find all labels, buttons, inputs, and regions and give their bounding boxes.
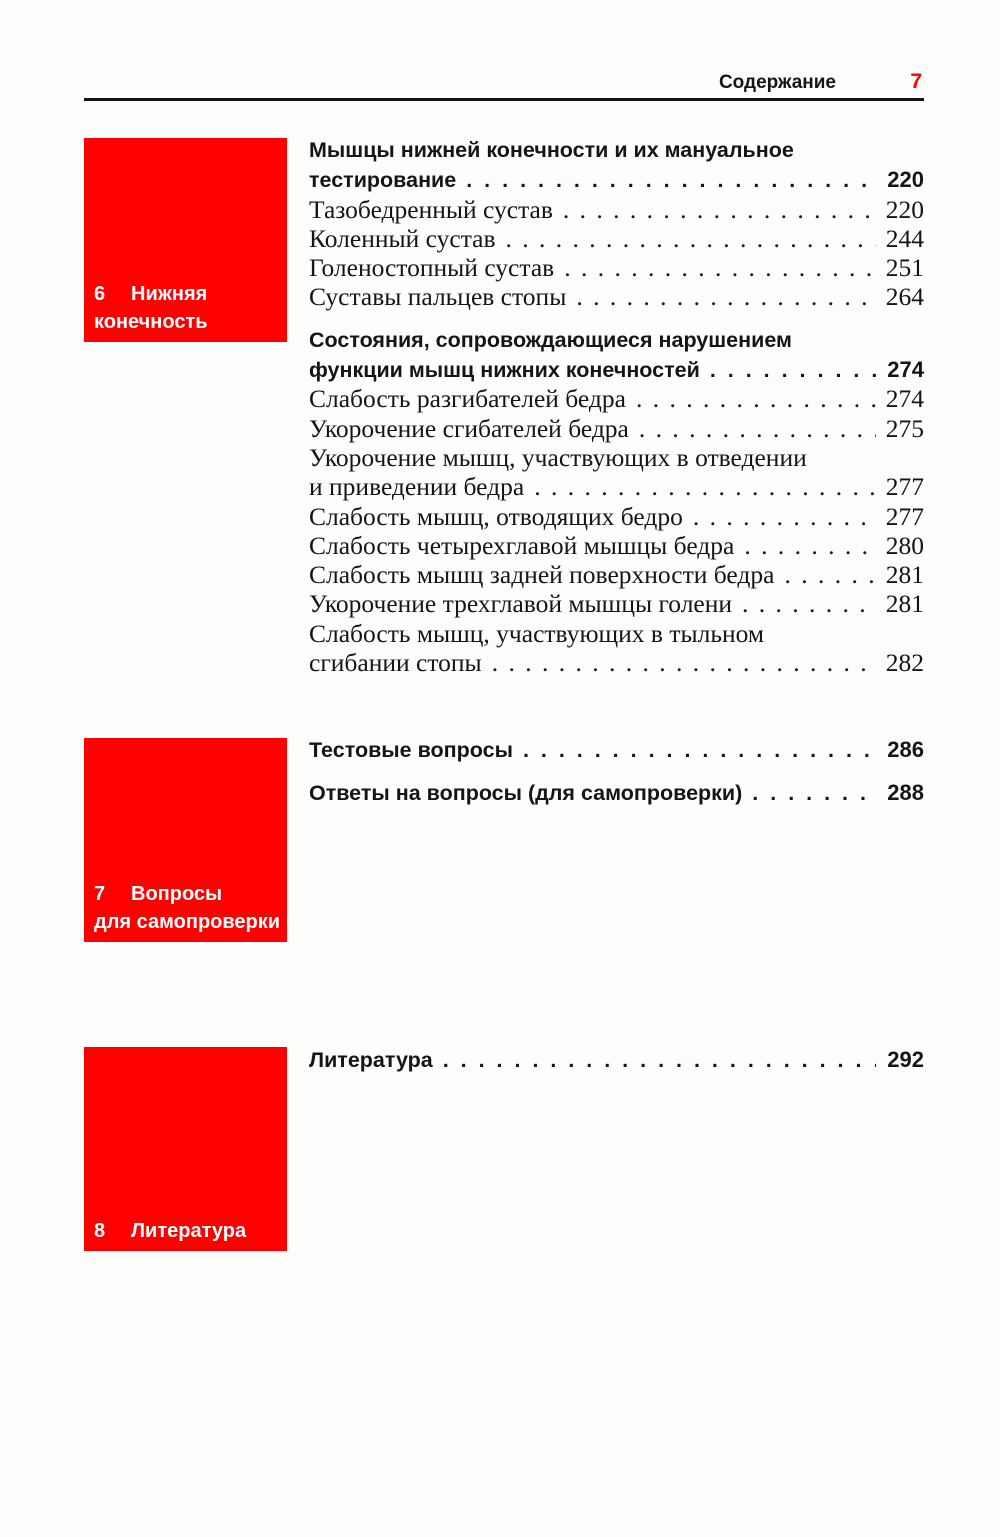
toc-chapter-7 — [309, 735, 924, 808]
toc-entry[interactable] — [309, 414, 924, 443]
toc-section-entry[interactable] — [309, 326, 924, 385]
chapter-title: Вопросы — [131, 883, 223, 905]
entry-title: Голеностопный сустав — [309, 253, 555, 283]
entry-page: 275 — [885, 413, 924, 443]
chapter-number: 6 — [94, 283, 106, 305]
toc-entry[interactable] — [309, 224, 924, 253]
header-title: Содержание — [718, 72, 836, 93]
toc-chapter-6 — [309, 136, 924, 677]
leader-dots — [744, 531, 876, 560]
toc-entry[interactable] — [309, 195, 924, 224]
chapter-7-block — [84, 738, 287, 942]
entry-page: 282 — [885, 648, 924, 678]
toc-entry[interactable] — [309, 443, 924, 502]
entry-page: 277 — [885, 501, 924, 531]
entry-title: Литература — [309, 1048, 433, 1072]
entry-page: 264 — [885, 282, 924, 312]
entry-title: Слабость четырехглавой мышцы бедра — [309, 530, 735, 560]
leader-dots — [523, 736, 876, 765]
toc-entry[interactable] — [309, 253, 924, 282]
entry-page: 286 — [887, 737, 924, 762]
chapter-number: 7 — [94, 883, 106, 905]
entry-page: 244 — [885, 223, 924, 253]
leader-dots — [506, 224, 876, 253]
leader-dots — [742, 589, 876, 618]
leader-dots — [636, 384, 876, 413]
entry-title: Укорочение трехглавой мышцы голени — [309, 589, 733, 619]
entry-title: Тестовые вопросы — [309, 738, 513, 762]
leader-dots — [784, 560, 876, 589]
toc-section-entry[interactable] — [309, 1045, 924, 1074]
leader-dots — [492, 648, 876, 677]
entry-title: Слабость мышц, участвующих в тыльном — [309, 618, 765, 648]
entry-title: функции мышц нижних конечностей — [309, 358, 700, 383]
page-number: 7 — [910, 70, 922, 93]
leader-dots — [576, 282, 876, 311]
leader-dots — [443, 1046, 876, 1075]
leader-dots — [752, 779, 876, 808]
entry-page: 288 — [887, 780, 924, 806]
entry-page: 281 — [885, 589, 924, 619]
entry-page: 251 — [885, 253, 924, 283]
toc-entry[interactable] — [309, 589, 924, 618]
entry-title: Состояния, сопровождающиеся нарушением — [309, 327, 792, 352]
leader-dots — [693, 502, 876, 531]
entry-title: сгибании стопы — [309, 648, 482, 678]
entry-page: 277 — [885, 472, 924, 502]
chapter-7-label — [94, 880, 280, 936]
chapter-title-line2: для самопроверки — [94, 911, 281, 933]
entry-page: 280 — [885, 530, 924, 560]
toc-chapter-8 — [309, 1045, 924, 1074]
toc-entry[interactable] — [309, 531, 924, 560]
entry-title: Укорочение мышц, участвующих в отведении — [309, 442, 807, 472]
toc-entry[interactable] — [309, 560, 924, 589]
toc-section-entry[interactable] — [309, 778, 924, 807]
toc-section-entry[interactable] — [309, 136, 924, 195]
chapter-8-block — [84, 1047, 287, 1251]
entry-title: Слабость разгибателей бедра — [309, 384, 626, 414]
chapter-title: Литература — [131, 1220, 247, 1242]
entry-title: Мышцы нижней конечности и их мануальное — [309, 138, 794, 162]
chapter-title-line2: конечность — [94, 311, 208, 333]
entry-page: 292 — [887, 1047, 924, 1072]
toc-section-entry[interactable] — [309, 735, 924, 764]
toc-entry[interactable] — [309, 619, 924, 678]
entry-page: 274 — [885, 384, 924, 414]
leader-dots — [534, 472, 876, 501]
entry-page: 220 — [887, 167, 924, 193]
running-header — [84, 68, 924, 101]
entry-title: тестирование — [309, 168, 457, 193]
leader-dots — [639, 414, 876, 443]
entry-title: Коленный сустав — [309, 223, 496, 253]
entry-title: Ответы на вопросы (для самопроверки) — [309, 781, 743, 806]
leader-dots — [564, 253, 876, 282]
chapter-6-label — [94, 280, 208, 336]
entry-page: 281 — [885, 560, 924, 590]
toc-entry[interactable] — [309, 502, 924, 531]
entry-title: Укорочение сгибателей бедра — [309, 413, 629, 443]
leader-dots — [710, 356, 876, 385]
entry-title: Слабость мышц, отводящих бедро — [309, 501, 683, 531]
chapter-title: Нижняя — [131, 283, 208, 305]
chapter-8-label — [94, 1217, 246, 1245]
chapter-6-block — [84, 138, 287, 342]
toc-entry[interactable] — [309, 384, 924, 413]
entry-title: Слабость мышц задней поверхности бедра — [309, 560, 775, 590]
toc-entry[interactable] — [309, 282, 924, 311]
leader-dots — [466, 166, 876, 195]
entry-title: Тазобедренный сустав — [309, 194, 553, 224]
entry-page: 274 — [887, 357, 924, 383]
leader-dots — [563, 195, 876, 224]
entry-title: Суставы пальцев стопы — [309, 282, 567, 312]
entry-page: 220 — [885, 194, 924, 224]
chapter-number: 8 — [94, 1220, 106, 1242]
entry-title: и приведении бедра — [309, 472, 525, 502]
